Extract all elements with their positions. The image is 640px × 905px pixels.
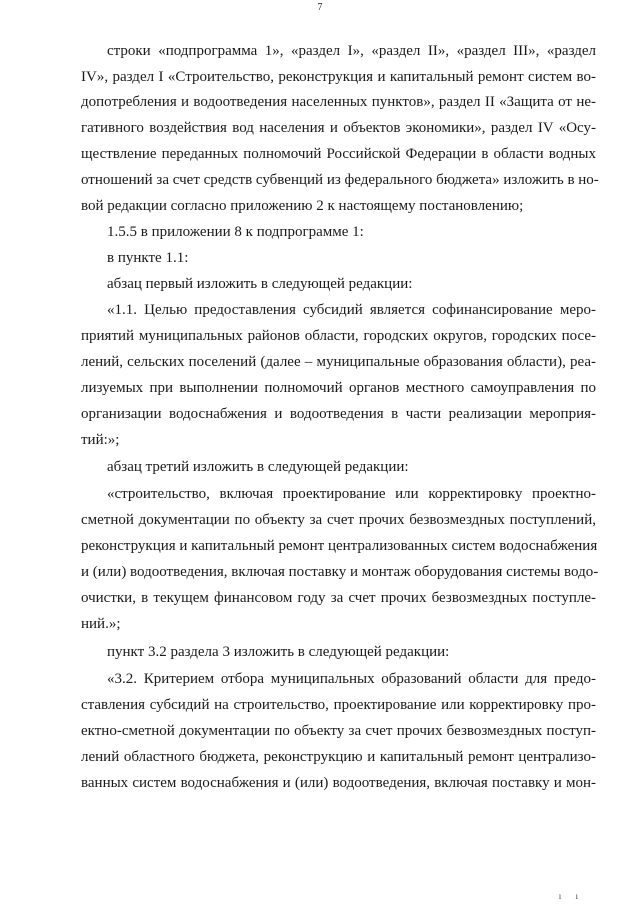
text-line: приятий муниципальных районов области, городских округов, городских посе- bbox=[81, 328, 596, 344]
text-line: отношений за счет средств субвенций из федерального бюджета» изложить в но- bbox=[81, 172, 599, 188]
text-line: IV», раздел I «Строительство, реконструкция и капитальный ремонт систем во- bbox=[81, 69, 596, 85]
text-line: абзац первый изложить в следующей редакции: bbox=[107, 276, 413, 292]
text-line: абзац третий изложить в следующей редакции: bbox=[107, 459, 409, 475]
text-line: сметной документации по объекту за счет прочих безвозмездных поступлений, bbox=[81, 512, 596, 528]
text-line: тий:»; bbox=[81, 432, 120, 448]
text-line: 1.5.5 в приложении 8 к подпрограмме 1: bbox=[107, 224, 364, 240]
text-line: реконструкция и капитальный ремонт централизованных систем водоснабжения bbox=[81, 538, 598, 554]
text-line: «3.2. Критерием отбора муниципальных образований области для предо- bbox=[107, 671, 596, 687]
text-line: ний.»; bbox=[81, 616, 121, 632]
text-line: очистки, в текущем финансовом году за счет прочих безвозмездных поступле- bbox=[81, 590, 596, 606]
text-line: ванных систем водоснабжения и (или) водоотведения, включая поставку и мон- bbox=[81, 775, 596, 791]
text-line: организации водоснабжения и водоотведения в части реализации мероприя- bbox=[81, 406, 596, 422]
page-number: 7 bbox=[317, 2, 323, 13]
text-line: допотребления и водоотведения населенных пунктов», раздел II «Защита от не- bbox=[81, 94, 596, 110]
text-line: пункт 3.2 раздела 3 изложить в следующей редакции: bbox=[107, 644, 450, 660]
text-line: лизуемых при выполнении полномочий органов местного самоуправления по bbox=[81, 380, 596, 396]
text-line: лений, сельских поселений (далее – муниципальные образования области), реа- bbox=[81, 354, 596, 370]
text-line: «1.1. Целью предоставления субсидий является софинансирование меро- bbox=[107, 302, 596, 318]
text-line: гативного воздействия вод населения и объектов экономики», раздел IV «Осу- bbox=[81, 120, 596, 136]
text-line: ставления субсидий на строительство, проектирование или корректировку про- bbox=[81, 697, 596, 713]
text-line: ектно-сметной документации по объекту за счет прочих безвозмездных поступ- bbox=[81, 723, 596, 739]
text-line: и (или) водоотведения, включая поставку и монтаж оборудования системы водо- bbox=[81, 564, 599, 580]
text-line: ществление переданных полномочий Российской Федерации в области водных bbox=[81, 146, 596, 162]
text-line: в пункте 1.1: bbox=[107, 250, 189, 266]
text-line: строки «подпрограмма 1», «раздел I», «раздел II», «раздел III», «раздел bbox=[107, 43, 596, 59]
text-line: «строительство, включая проектирование или корректировку проектно- bbox=[107, 486, 596, 502]
text-line: лений областного бюджета, реконструкцию и капитальный ремонт централизо- bbox=[81, 749, 596, 765]
scan-mark: ı ı bbox=[558, 891, 584, 901]
text-line: вой редакции согласно приложению 2 к настоящему постановлению; bbox=[81, 198, 524, 214]
